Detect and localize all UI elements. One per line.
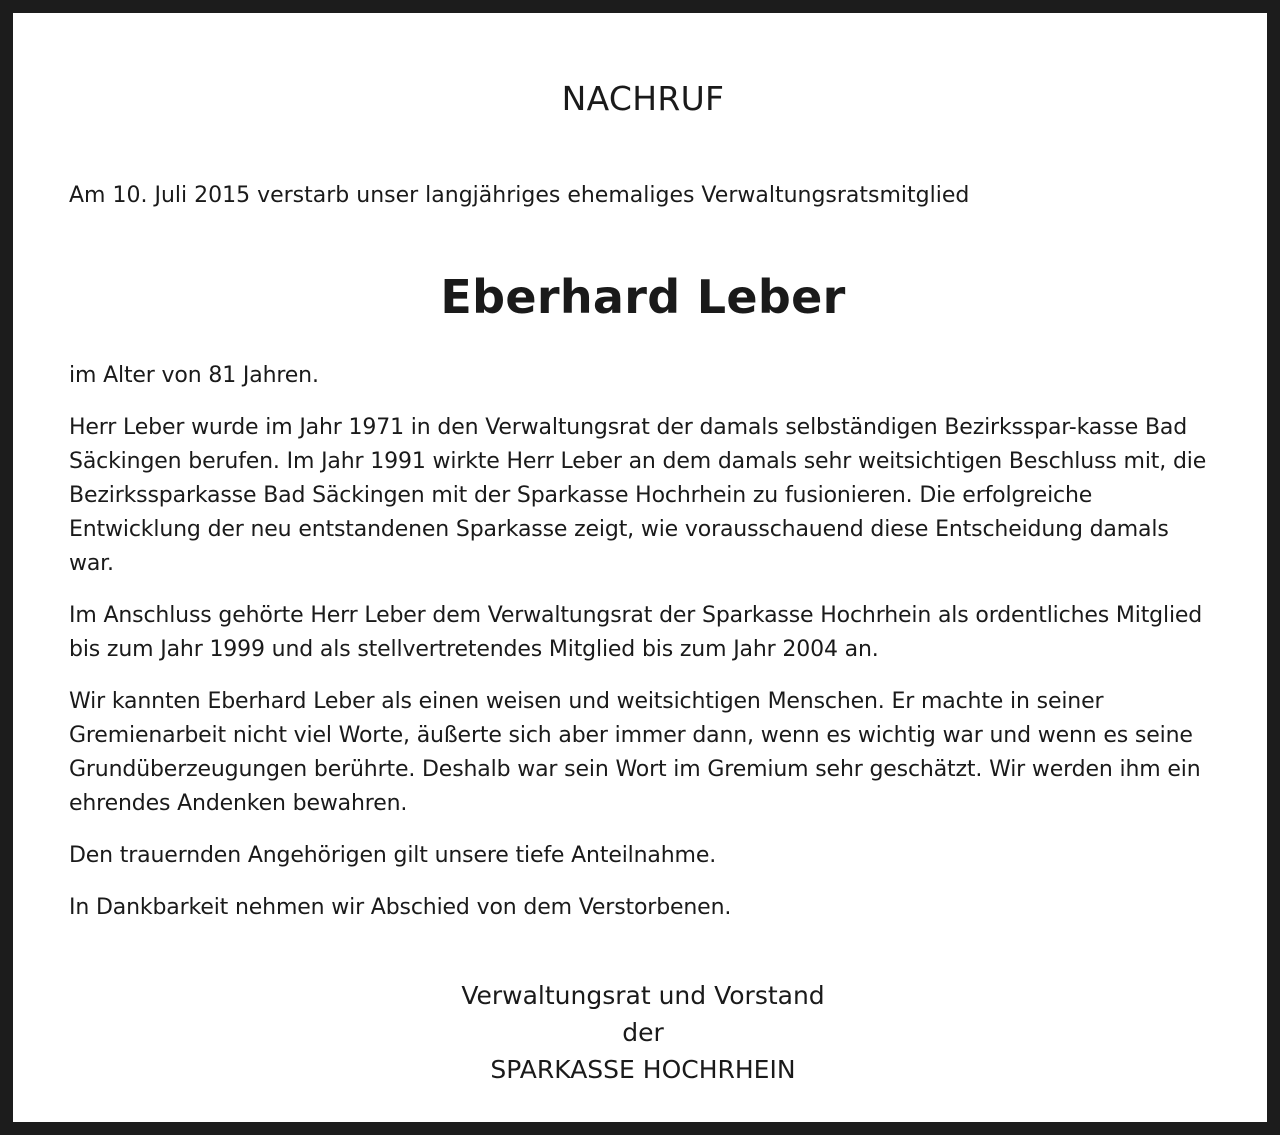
age-line: im Alter von 81 Jahren. bbox=[69, 363, 319, 388]
notice-body bbox=[69, 359, 1217, 943]
deceased-name: Eberhard Leber bbox=[440, 270, 846, 324]
paragraph-membership: Im Anschluss gehörte Herr Leber dem Verwaltungsrat der Sparkasse Hochrhein als ordentliches Mitglied bis zum Jahr 1999 und als stellvertretendes Mitglied bis zum Jahr 2004 an. bbox=[69, 603, 1203, 662]
paragraph-farewell: In Dankbarkeit nehmen wir Abschied von dem Verstorbenen. bbox=[69, 895, 732, 920]
paragraph-career: Herr Leber wurde im Jahr 1971 in den Verwaltungsrat der damals selbständigen Bezirksspar-kasse Bad Säckingen berufen. Im Jahr 1991 wirkte Herr Leber an dem damals sehr weitsichtigen Beschluss mit, die Bezirkssparkasse Bad Säckingen mit der Sparkasse Hochrhein zu fusionieren. Die erfolgreiche Entwicklung der neu entstandenen Sparkasse zeigt, wie vorausschauend diese Entscheidung damals war. bbox=[69, 415, 1207, 576]
paragraph-character: Wir kannten Eberhard Leber als einen weisen und weitsichtigen Menschen. Er machte in seiner Gremienarbeit nicht viel Worte, äußerte sich aber immer dann, wenn es wichtig war und wenn es seine Grundüberzeugungen berührte. Deshalb war sein Wort im Gremium sehr geschätzt. Wir werden ihm ein ehrendes Andenken bewahren. bbox=[69, 689, 1201, 816]
signature-line-organization: SPARKASSE HOCHRHEIN bbox=[490, 1055, 796, 1084]
notice-heading: NACHRUF bbox=[561, 79, 725, 118]
signature-line-der: der bbox=[622, 1018, 664, 1047]
signature-line-board: Verwaltungsrat und Vorstand bbox=[461, 981, 825, 1010]
intro-line: Am 10. Juli 2015 verstarb unser langjähriges ehemaliges Verwaltungsratsmitglied bbox=[69, 183, 970, 208]
paragraph-condolence: Den trauernden Angehörigen gilt unsere tiefe Anteilnahme. bbox=[69, 843, 717, 868]
signature-block bbox=[69, 977, 1217, 1088]
